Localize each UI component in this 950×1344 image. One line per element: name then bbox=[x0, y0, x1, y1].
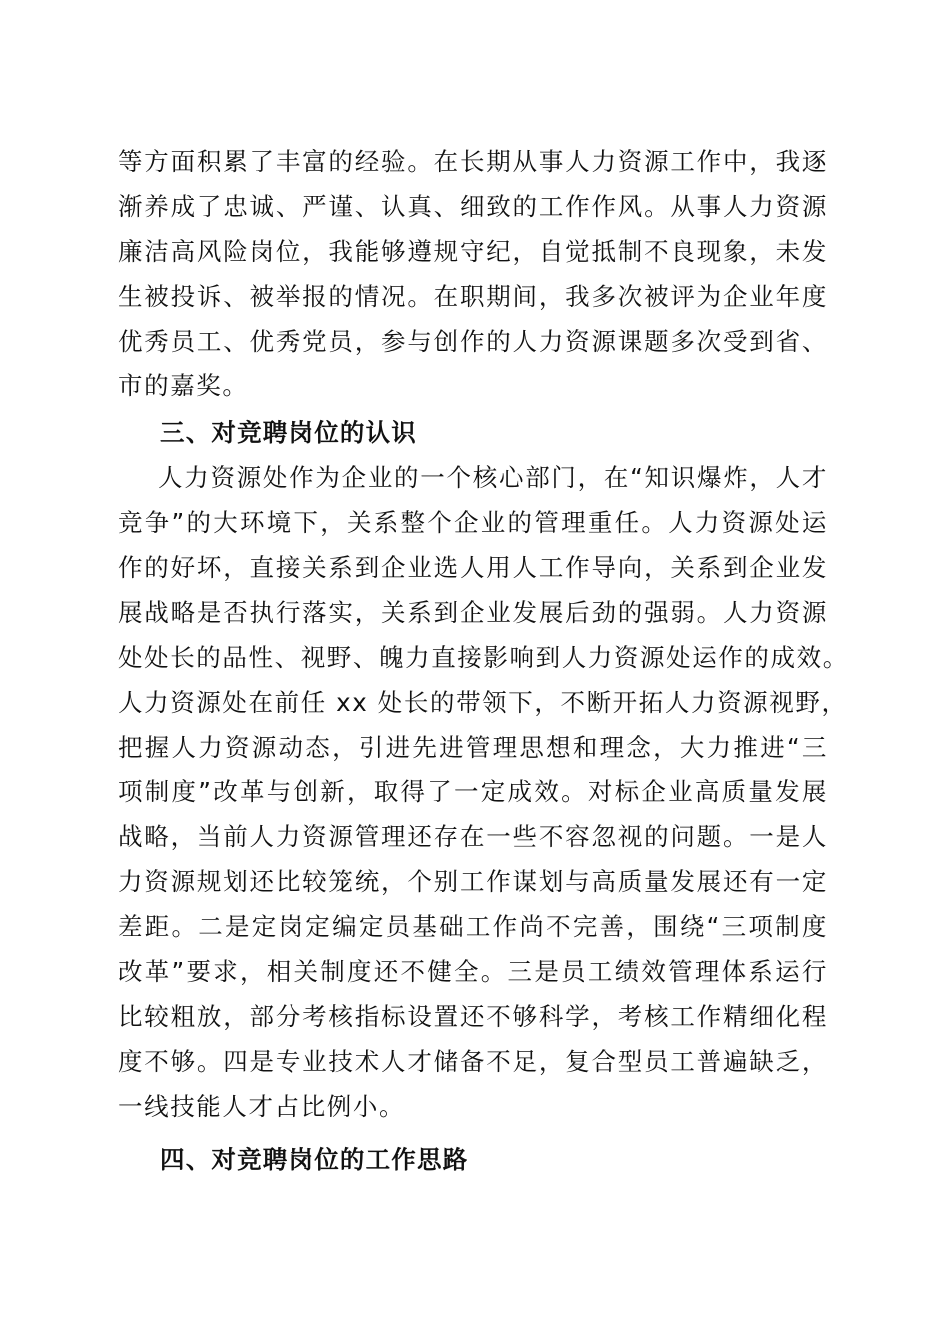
paragraph-line: 人力资源处作为企业的一个核心部门，在“知识爆炸，人才 bbox=[158, 463, 828, 493]
section-heading-4: 四、对竞聘岗位的工作思路 bbox=[160, 1144, 469, 1174]
paragraph-line: 优秀员工、优秀党员，参与创作的人力资源课题多次受到省、 bbox=[118, 326, 828, 356]
paragraph-line: 生被投诉、被举报的情况。在职期间，我多次被评为企业年度 bbox=[118, 281, 828, 311]
paragraph-line: 力资源规划还比较笼统，个别工作谋划与高质量发展还有一定 bbox=[118, 867, 828, 897]
paragraph-line: 等方面积累了丰富的经验。在长期从事人力资源工作中，我逐 bbox=[118, 147, 828, 176]
spacer bbox=[118, 1130, 828, 1138]
paragraph-line: 廉洁高风险岗位，我能够遵规守纪，自觉抵制不良现象，未发 bbox=[118, 236, 828, 266]
paragraph-line: 渐养成了忠诚、严谨、认真、细致的工作作风。从事人力资源 bbox=[118, 191, 828, 221]
section-heading-3: 三、对竞聘岗位的认识 bbox=[160, 418, 417, 448]
section-3-body bbox=[118, 456, 849, 1129]
paragraph-line: 度不够。四是专业技术人才储备不足，复合型员工普遍缺乏， bbox=[118, 1046, 828, 1076]
paragraph-line: 作的好坏，直接关系到企业选人用人工作导向，关系到企业发 bbox=[118, 553, 828, 583]
paragraph-line: 差距。二是定岗定编定员基础工作尚不完善，围绕“三项制度 bbox=[118, 912, 828, 942]
paragraph-line: 展战略是否执行落实，关系到企业发展后劲的强弱。人力资源 bbox=[118, 597, 828, 627]
document-body bbox=[118, 140, 849, 1182]
paragraph-line: 项制度”改革与创新，取得了一定成效。对标企业高质量发展 bbox=[118, 777, 828, 807]
section-2-tail bbox=[118, 140, 828, 409]
paragraph-line: 市的嘉奖。 bbox=[118, 371, 249, 401]
paragraph-line: 改革”要求，相关制度还不健全。三是员工绩效管理体系运行 bbox=[118, 957, 828, 987]
paragraph-line: 把握人力资源动态，引进先进管理思想和理念，大力推进“三 bbox=[118, 732, 828, 762]
paragraph-line: 人力资源处在前任 xx 处长的带领下，不断开拓人力资源视野， bbox=[118, 687, 848, 717]
paragraph-line: 竞争”的大环境下，关系整个企业的管理重任。人力资源处运 bbox=[118, 508, 828, 538]
paragraph-line: 一线技能人才占比例小。 bbox=[118, 1091, 406, 1121]
paragraph-line: 战略，当前人力资源管理还存在一些不容忽视的问题。一是人 bbox=[118, 822, 828, 852]
paragraph-line: 比较粗放，部分考核指标设置还不够科学，考核工作精细化程 bbox=[118, 1001, 828, 1031]
paragraph-line: 处处长的品性、视野、魄力直接影响到人力资源处运作的成效。 bbox=[118, 642, 849, 672]
